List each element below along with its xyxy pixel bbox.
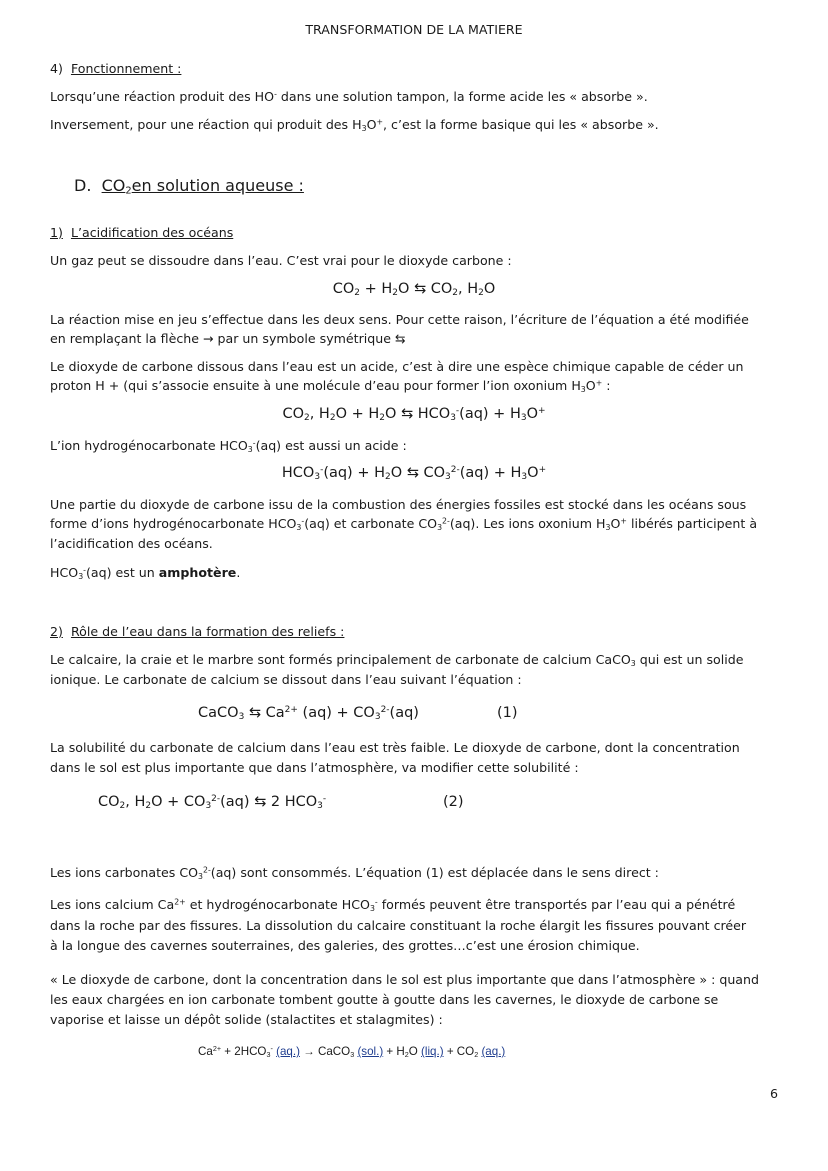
equation: $HCO_3^-(aq) + H_2O$ ⇆ $CO_3^{2-}(aq) + H_3O^+$	[281, 465, 547, 483]
equation-2: $CO_2$, $H_2O + CO_3^{2-}(aq)$ ⇆ 2 $HCO_3^-$	[98, 794, 327, 812]
subsection-4-title: Fonctionnement :	[70, 61, 182, 76]
equation-2-number: (2)	[443, 794, 464, 810]
amphotere-term: amphotère	[158, 565, 237, 580]
paragraph: à la longue des cavernes souterraines, des galeries, des grottes…c’est une érosion chimique.	[50, 938, 640, 953]
subsection-1-title: L’acidification des océans	[70, 225, 234, 240]
state-aqueous-link: (aq.)	[481, 1045, 506, 1058]
equation-1-number: (1)	[497, 705, 518, 721]
paragraph: Une partie du dioxyde de carbone issu de la combustion des énergies fossiles est stocké dans les océans sous	[50, 497, 747, 512]
paragraph: $HCO_3^-(aq)$ est un amphotère.	[50, 565, 241, 581]
paragraph: La réaction mise en jeu s’effectue dans les deux sens. Pour cette raison, l’écriture de l’équation a été modifiée	[50, 312, 749, 327]
section-d-heading: D. $CO_2en$ solution aqueuse :	[74, 176, 304, 197]
paragraph: Le dioxyde de carbone dissous dans l’eau est un acide, c’est à dire une espèce chimique capable de céder un	[50, 359, 744, 374]
paragraph: Inversement, pour une réaction qui produit des $H_3O^+$, c’est la forme basique qui les « absorbe ».	[50, 117, 659, 133]
state-solid-link: (sol.)	[357, 1045, 384, 1058]
subsection-2-title: Rôle de l’eau dans la formation des reliefs :	[70, 624, 345, 639]
paragraph: Un gaz peut se dissoudre dans l’eau. C’est vrai pour le dioxyde carbone :	[50, 253, 512, 268]
paragraph: dans la roche par des fissures. La dissolution du calcaire constituant la roche élargit les fissures pouvant créer	[50, 918, 747, 933]
state-aqueous-link: (aq.)	[276, 1045, 300, 1058]
paragraph: vaporise et laisse un dépôt solide (stalactites et stalagmites) :	[50, 1012, 443, 1027]
subsection-4-heading: 4) Fonctionnement :	[50, 61, 182, 76]
paragraph: Les ions calcium $Ca^{2+}$ et hydrogénocarbonate $HCO_3^-$ formés peuvent être transportés par l’eau qui a pénétré	[50, 897, 736, 913]
paragraph: « Le dioxyde de carbone, dont la concentration dans le sol est plus importante que dans l’atmosphère » : quand	[50, 972, 759, 987]
paragraph: ionique. Le carbonate de calcium se dissout dans l’eau suivant l’équation :	[50, 672, 522, 687]
paragraph: Les ions carbonates $CO_3^{2-}(aq)$ sont consommés. L’équation (1) est déplacée dans le sens direct :	[50, 865, 659, 881]
page-number: 6	[770, 1086, 779, 1101]
equation-3: $Ca^{2+} + 2HCO_3^-$ (aq.) → CaCO$_3$ $(sol.) + H_2O$ $(liq.) + CO_2$ (aq.)	[198, 1044, 506, 1059]
equation-1: CaCO$_3$ ⇆ $Ca^{2+}$ $(aq) + CO_3^{2-}(aq)$	[198, 705, 419, 723]
paragraph: dans le sol est plus importante que dans l’atmosphère, va modifier cette solubilité :	[50, 760, 579, 775]
paragraph: Le calcaire, la craie et le marbre sont formés principalement de carbonate de calcium CaCO$_3$ qui est un solide	[50, 652, 744, 668]
paragraph: les eaux chargées en ion carbonate tombent goutte à goutte dans les cavernes, le dioxyde de carbone se	[50, 992, 719, 1007]
paragraph: forme d’ions hydrogénocarbonate $HCO_3^-(aq)$ et carbonate $CO_3^{2-}(aq)$. Les ions oxonium $H_3O^+$ libérés participent à	[50, 516, 758, 532]
paragraph: L’ion hydrogénocarbonate $HCO_3^-(aq)$ est aussi un acide :	[50, 438, 407, 454]
equation: $CO_2 + H_2O$ ⇆ $CO_2$, $H_2O$	[332, 281, 496, 299]
subsection-1-heading: 1) L’acidification des océans	[50, 225, 234, 240]
paragraph: en remplaçant la flèche → par un symbole symétrique ⇆	[50, 331, 406, 346]
paragraph: l’acidification des océans.	[50, 536, 213, 551]
state-liquid-link: (liq.)	[421, 1045, 444, 1058]
paragraph: proton H + (qui s’associe ensuite à une molécule d’eau pour former l’ion oxonium $H_3O^+$ :	[50, 378, 611, 394]
paragraph: Lorsqu’une réaction produit des HO- dans une solution tampon, la forme acide les « absorbe ».	[50, 89, 648, 104]
subsection-2-heading: 2) Rôle de l’eau dans la formation des reliefs :	[50, 624, 345, 639]
equation: $CO_2$, $H_2O + H_2O$ ⇆ $HCO_3^-(aq) + H_3O^+$	[282, 406, 546, 424]
running-header: TRANSFORMATION DE LA MATIERE	[305, 22, 523, 37]
paragraph: La solubilité du carbonate de calcium dans l’eau est très faible. Le dioxyde de carbone, dont la concentration	[50, 740, 740, 755]
